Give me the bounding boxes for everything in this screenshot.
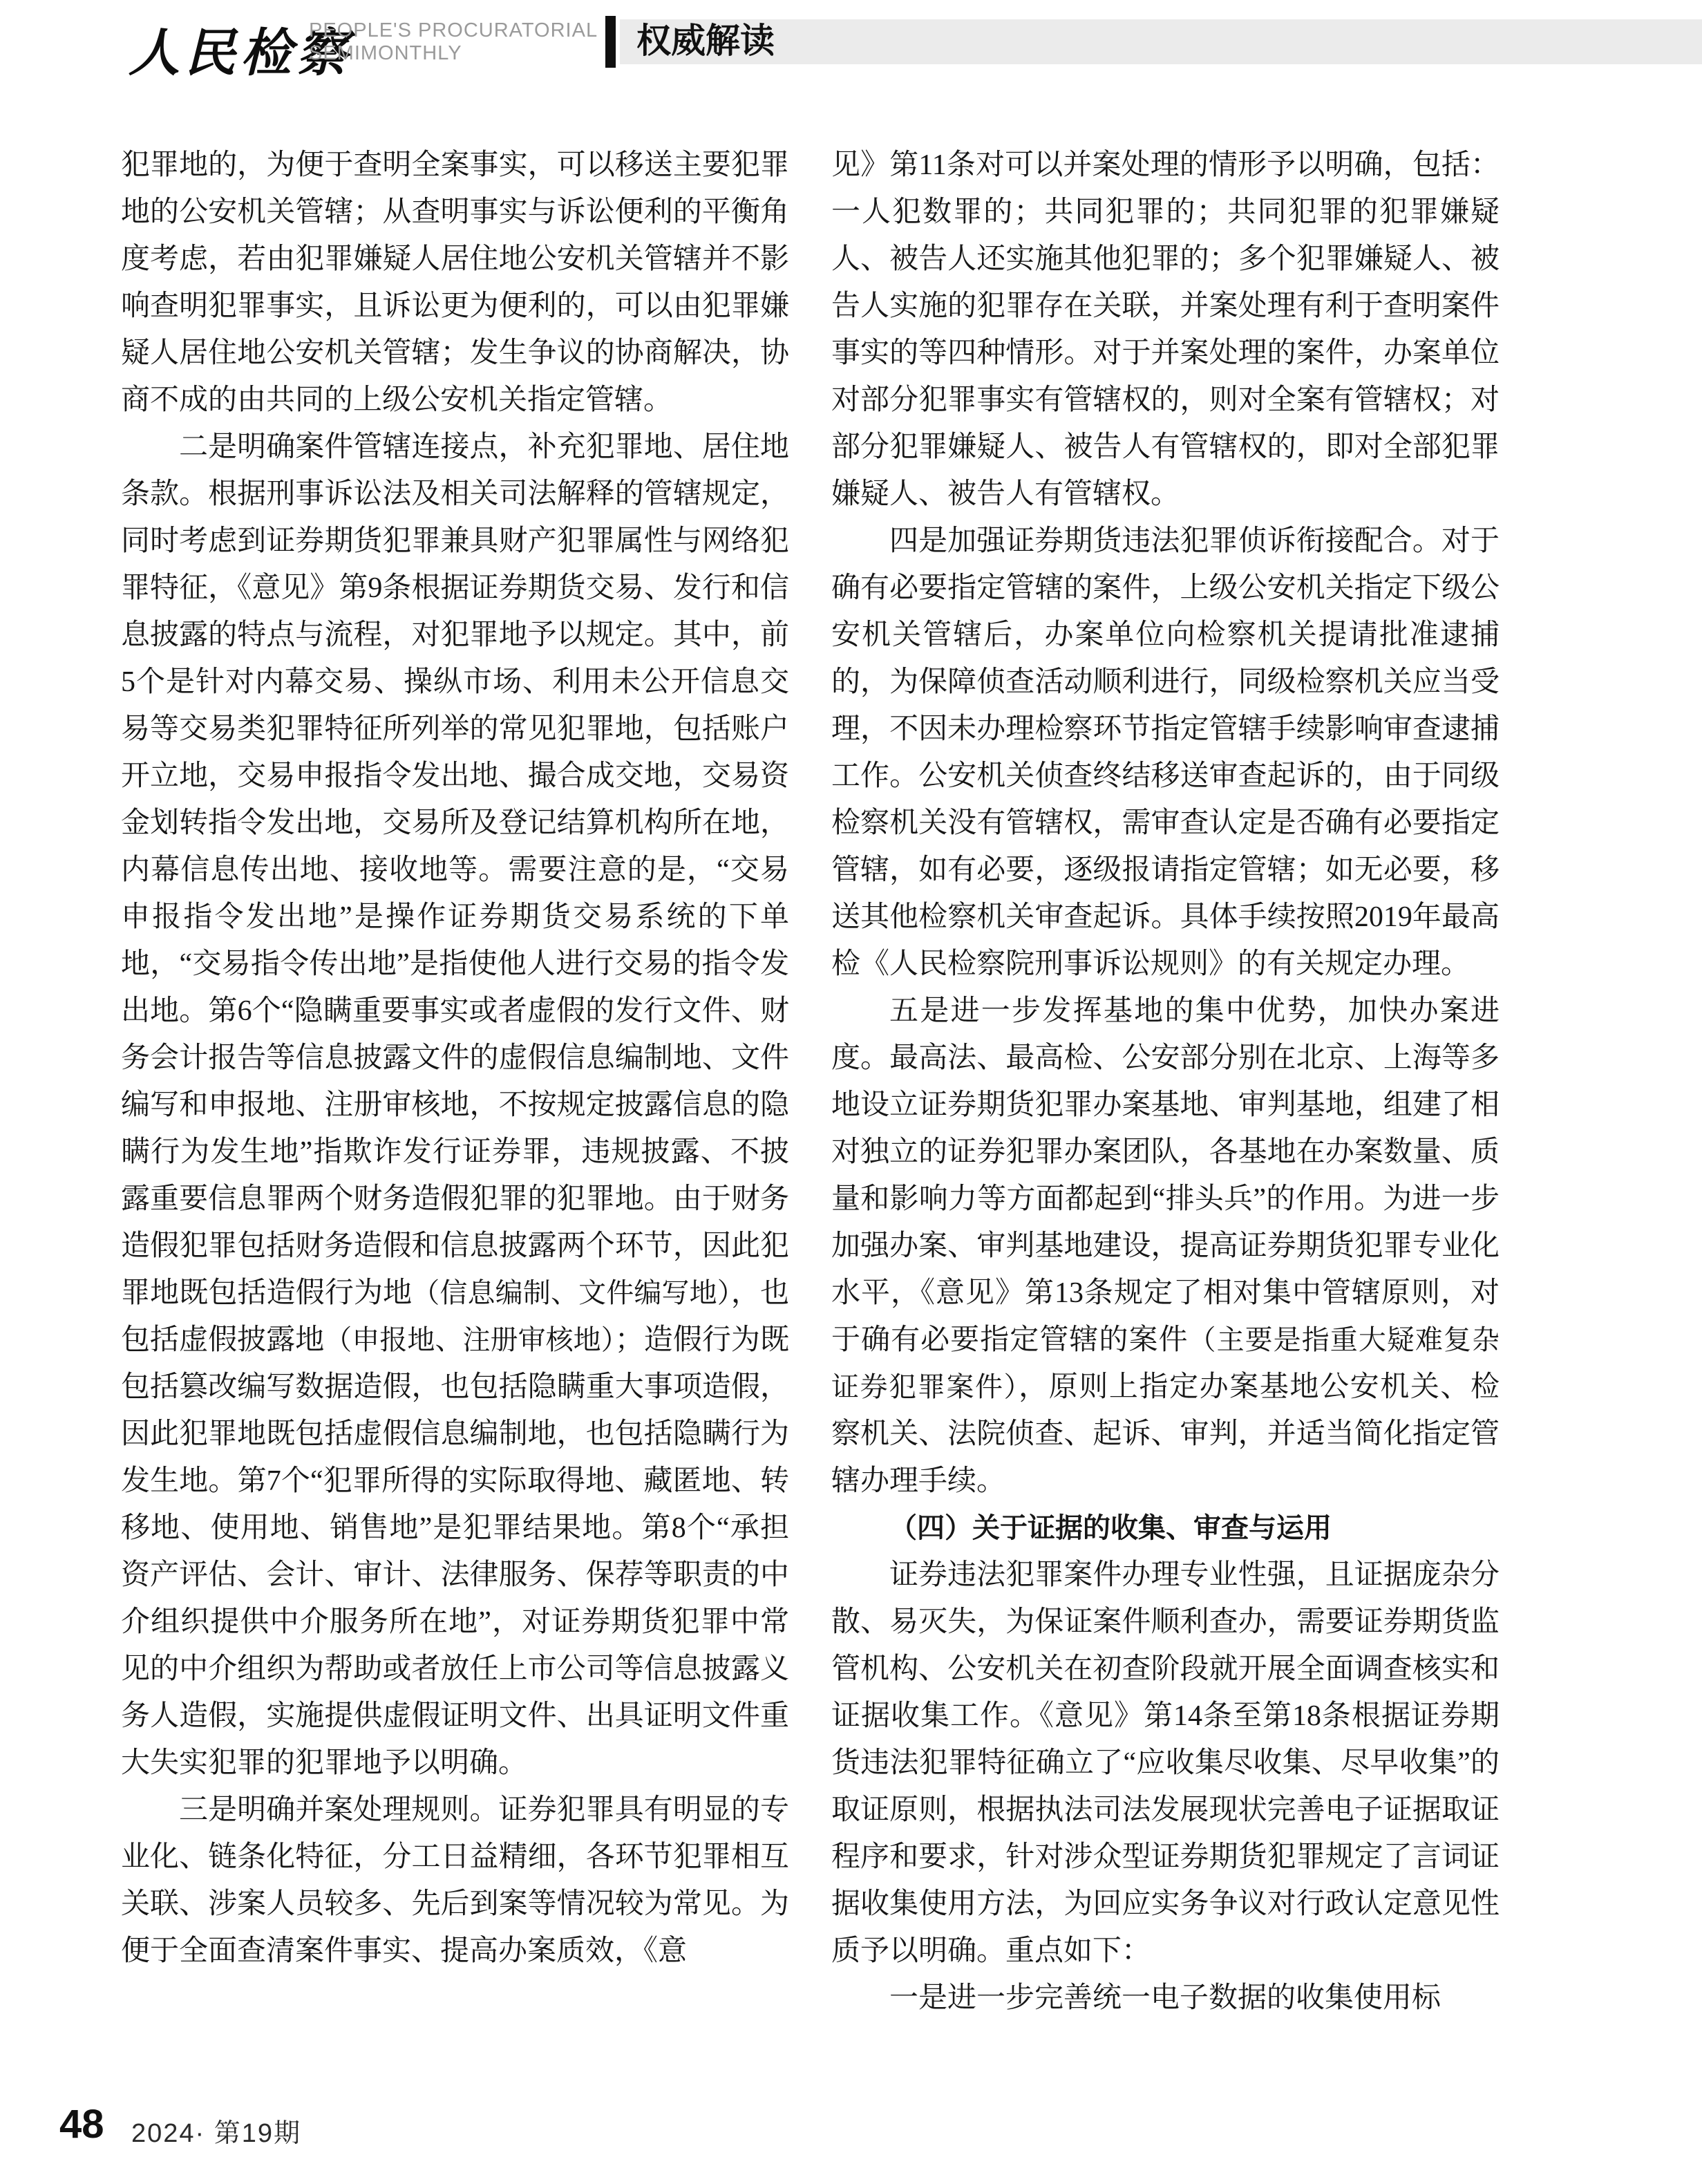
body-text-segment: ，原则上指定办案基地公安机关、检察机关、法院侦查、起诉、审判，并适当简化指定管辖办理手续。 [831, 1371, 1500, 1497]
left-column [121, 142, 789, 1975]
paragraph [121, 1787, 789, 1975]
section-label: 权威解读 [636, 21, 775, 60]
body-text-segment: 证券违法犯罪案件办理专业性强，且证据庞杂分散、易灭失，为保证案件顺利查办，需要证券期货监管机构、公安机关在初查阶段就开展全面调查核实和证据收集工作。《意见》第14条至第18条根据证券期货违法犯罪特征确立了“应收集尽收集、尽早收集”的取证原则，根据执法司法发展现状完善电子证据取证程序和要求，针对涉众型证券期货犯罪规定了言词证据收集使用方法，为回应实务争议对行政认定意见性质予以明确。重点如下： [831, 1559, 1500, 1967]
body-text-segment: 五是进一步发挥基地的集中优势，加快办案进度。最高法、最高检、公安部分别在北京、上海等多地设立证券期货犯罪办案基地、审判基地，组建了相对独立的证券犯罪办案团队，各基地在办案数量、质量和影响力等方面都起到“排头兵”的作用。为进一步加强办案、审判基地建设，提高证券期货犯罪专业化水平，《意见》第13条规定了相对集中管辖原则，对于确有必要指定管辖的案件 [831, 995, 1500, 1356]
section-banner-bar [605, 16, 616, 68]
paragraph [831, 1975, 1500, 2022]
body-text-segment: ；造假行为既包括篡改编写数据造假，也包括隐瞒重大事项造假，因此犯罪地既包括虚假信息编制地，也包括隐瞒行为发生地。第7个“犯罪所得的实际取得地、藏匿地、转移地、使用地、销售地”是犯罪结果地。第8个“承担资产评估、会计、审计、法律服务、保荐等职责的中介组织提供中介服务所在地”，对证券期货犯罪中常见的中介组织为帮助或者放任上市公司等信息披露义务人造假，实施提供虚假证明文件、出具证明文件重大失实犯罪的犯罪地予以明确。 [121, 1324, 789, 1779]
kai-text-segment: （四）关于证据的收集、审查与运用 [889, 1513, 1332, 1543]
journal-logo-english [309, 19, 598, 65]
subsection-heading [831, 1505, 1500, 1552]
kai-text-segment: （申报地、注册审核地） [324, 1325, 615, 1355]
body-text-segment: ，也包括虚假披露地 [121, 1277, 789, 1356]
journal-logo-english-line2: SEMIMONTHLY [309, 42, 462, 64]
paragraph [831, 142, 1500, 518]
body-text-segment: 二是明确案件管辖连接点，补充犯罪地、居住地条款。根据刑事诉讼法及相关司法解释的管辖规定，同时考虑到证券期货犯罪兼具财产犯罪属性与网络犯罪特征，《意见》第9条根据证券期货交易、发行和信息披露的特点与流程，对犯罪地予以规定。其中，前5个是针对内幕交易、操纵市场、利用未公开信息交易等交易类犯罪特征所列举的常见犯罪地，包括账户开立地，交易申报指令发出地、撮合成交地，交易资金划转指令发出地，交易所及登记结算机构所在地，内幕信息传出地、接收地等。需要注意的是，“交易申报指令发出地”是操作证券期货交易系统的下单地，“交易指令传出地”是指使他人进行交易的指令发出地。第6个“隐瞒重要事实或者虚假的发行文件、财务会计报告等信息披露文件的虚假信息编制地、文件编写和申报地、注册审核地，不按规定披露信息的隐瞒行为发生地”指欺诈发行证券罪，违规披露、不披露重要信息罪两个财务造假犯罪的犯罪地。由于财务造假犯罪包括财务造假和信息披露两个环节，因此犯罪地既包括造假行为地 [121, 431, 789, 1309]
paragraph [121, 142, 789, 424]
body-text-segment: 犯罪地的，为便于查明全案事实，可以移送主要犯罪地的公安机关管辖；从查明事实与诉讼便利的平衡角度考虑，若由犯罪嫌疑人居住地公安机关管辖并不影响查明犯罪事实，且诉讼更为便利的，可以由犯罪嫌疑人居住地公安机关管辖；发生争议的协商解决，协商不成的由共同的上级公安机关指定管辖。 [121, 149, 789, 416]
kai-text-segment: （主要是指重大疑难复杂证券犯罪案件） [831, 1325, 1500, 1402]
body-text-segment: 四是加强证券期货违法犯罪侦诉衔接配合。对于确有必要指定管辖的案件，上级公安机关指定下级公安机关管辖后，办案单位向检察机关提请批准逮捕的，为保障侦查活动顺利进行，同级检察机关应当受理，不因未办理检察环节指定管辖手续影响审查逮捕工作。公安机关侦查终结移送审查起诉的，由于同级检察机关没有管辖权，需审查认定是否确有必要指定管辖，如有必要，逐级报请指定管辖；如无必要，移送其他检察机关审查起诉。具体手续按照2019年最高检《人民检察院刑事诉讼规则》的有关规定办理。 [831, 525, 1500, 980]
paragraph [831, 1552, 1500, 1975]
page-number: 48 [59, 2102, 104, 2147]
section-banner [620, 19, 1702, 64]
paragraph [831, 988, 1500, 1505]
journal-logo-english-line1: PEOPLE'S PROCURATORIAL [309, 19, 598, 41]
kai-text-segment: （信息编制、文件编写地） [412, 1278, 731, 1308]
paragraph [121, 424, 789, 1787]
issue-label: 2024· 第19期 [131, 2119, 302, 2148]
body-text-segment: 见》第11条对可以并案处理的情形予以明确，包括：一人犯数罪的；共同犯罪的；共同犯罪的犯罪嫌疑人、被告人还实施其他犯罪的；多个犯罪嫌疑人、被告人实施的犯罪存在关联，并案处理有利于查明案件事实的等四种情形。对于并案处理的案件，办案单位对部分犯罪事实有管辖权的，则对全案有管辖权；对部分犯罪嫌疑人、被告人有管辖权的，即对全部犯罪嫌疑人、被告人有管辖权。 [831, 149, 1500, 510]
journal-logo-chinese: 人民检察 [129, 23, 352, 83]
body-text-segment: 一是进一步完善统一电子数据的收集使用标 [889, 1982, 1441, 2014]
body-text-segment: 三是明确并案处理规则。证券犯罪具有明显的专业化、链条化特征，分工日益精细，各环节犯罪相互关联、涉案人员较多、先后到案等情况较为常见。为便于全面查清案件事实、提高办案质效，《意 [121, 1794, 789, 1967]
paragraph [831, 518, 1500, 988]
right-column [831, 142, 1500, 2022]
